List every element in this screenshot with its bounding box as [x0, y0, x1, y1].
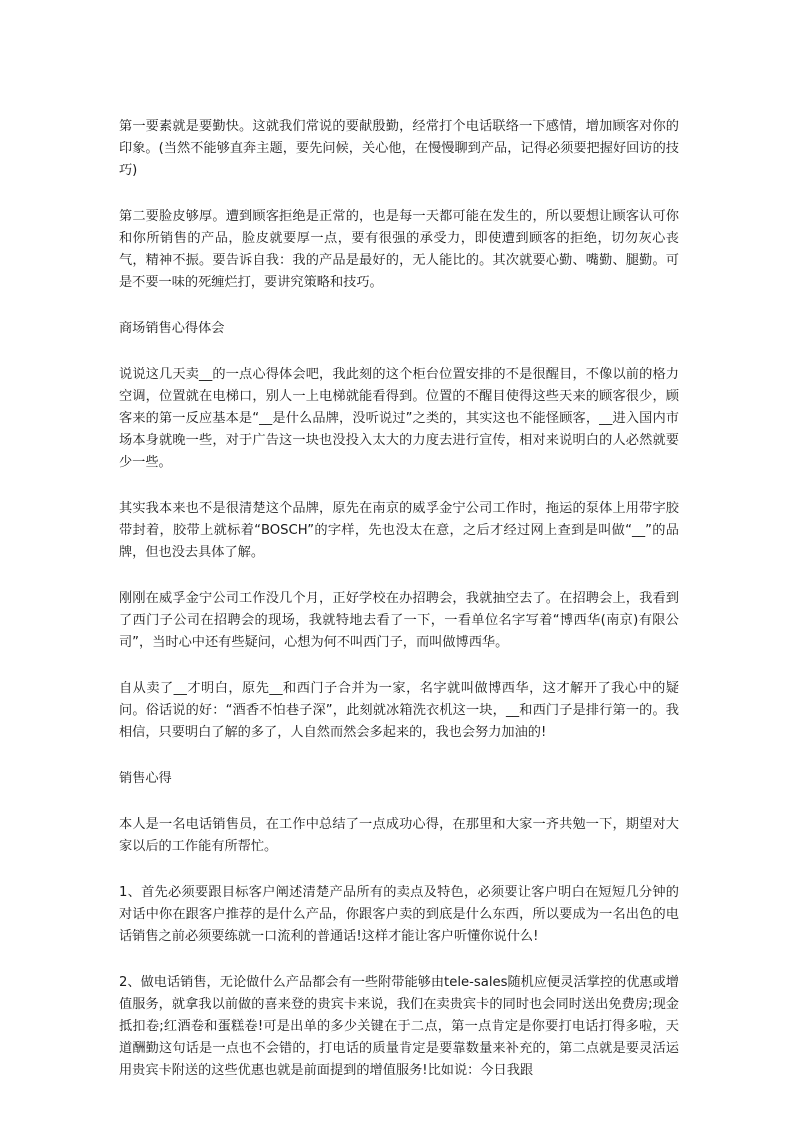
- paragraph: 刚刚在威孚金宁公司工作没几个月，正好学校在办招聘会，我就抽空去了。在招聘会上，我看到了西门子公司在招聘会的现场，我就特地去看了一下，一看单位名字写着“博西华(南京)有限公司”，当时心中还有些疑问，心想为何不叫西门子，而叫做博西华。: [119, 591, 679, 650]
- paragraph: 其实我本来也不是很清楚这个品牌，原先在南京的威孚金宁公司工作时，拖运的泵体上用带字胶带封着，胶带上就标着“BOSCH”的字样，先也没太在意，之后才经过网上查到是叫做“__”的品牌，但也没去具体了解。: [119, 501, 679, 560]
- paragraph: 第一要素就是要勤快。这就我们常说的要献殷勤，经常打个电话联络一下感情，增加顾客对你的印象。(当然不能够直奔主题，要先问候，关心他，在慢慢聊到产品，记得必须要把握好回访的技巧): [119, 119, 679, 178]
- paragraph: 第二要脸皮够厚。遭到顾客拒绝是正常的，也是每一天都可能在发生的，所以要想让顾客认可你和你所销售的产品，脸皮就要厚一点，要有很强的承受力，即使遭到顾客的拒绝，切勿灰心丧气，精神不振。要告诉自我：我的产品是最好的，无人能比的。其次就要心勤、嘴勤、腿勤。可是不要一味的死缠烂打，要讲究策略和技巧。: [119, 209, 679, 290]
- paragraph: 1、首先必须要跟目标客户阐述清楚产品所有的卖点及特色，必须要让客户明白在短短几分钟的对话中你在跟客户推荐的是什么产品，你跟客户卖的到底是什么东西，所以要成为一名出色的电话销售之前必须要练就一口流利的普通话!这样才能让客户听懂你说什么!: [119, 885, 679, 944]
- paragraph: 本人是一名电话销售员，在工作中总结了一点成功心得，在那里和大家一齐共勉一下，期望对大家以后的工作能有所帮忙。: [119, 817, 679, 854]
- paragraph: 自从卖了__才明白，原先__和西门子合并为一家，名字就叫做博西华，这才解开了我心中的疑问。俗话说的好：“酒香不怕巷子深”，此刻就冰箱洗衣机这一块，__和西门子是排行第一的。我相信，只要明白了解的多了，人自然而然会多起来的，我也会努力加油的!: [119, 681, 679, 740]
- section-heading: 销售心得: [119, 771, 172, 786]
- paragraph: 2、做电话销售，无论做什么产品都会有一些附带能够由tele-sales随机应便灵活掌控的优惠或增值服务，就拿我以前做的喜来登的贵宾卡来说，我们在卖贵宾卡的同时也会同时送出免费房;现金抵扣卷;红酒卷和蛋糕卷!可是出单的多少关键在于二点，第一点肯定是你要打电话打得多啦，天道酬勤这句话是一点也不会错的，打电话的质量肯定是要靠数量来补充的，第二点就是要灵活运用贵宾卡附送的这些优惠也就是前面提到的增值服务!比如说：今日我跟: [119, 975, 679, 1078]
- section-heading: 商场销售心得体会: [119, 321, 225, 336]
- document-page: [119, 116, 679, 1106]
- paragraph: 说说这几天卖__的一点心得体会吧，我此刻的这个柜台位置安排的不是很醒目，不像以前的格力空调，位置就在电梯口，别人一上电梯就能看得到。位置的不醒目使得这些天来的顾客很少，顾客来的第一反应基本是“__是什么品牌，没听说过”之类的，其实这也不能怪顾客，__进入国内市场本身就晚一些，对于广告这一块也没投入太大的力度去进行宣传，相对来说明白的人必然就要少一些。: [119, 367, 679, 470]
